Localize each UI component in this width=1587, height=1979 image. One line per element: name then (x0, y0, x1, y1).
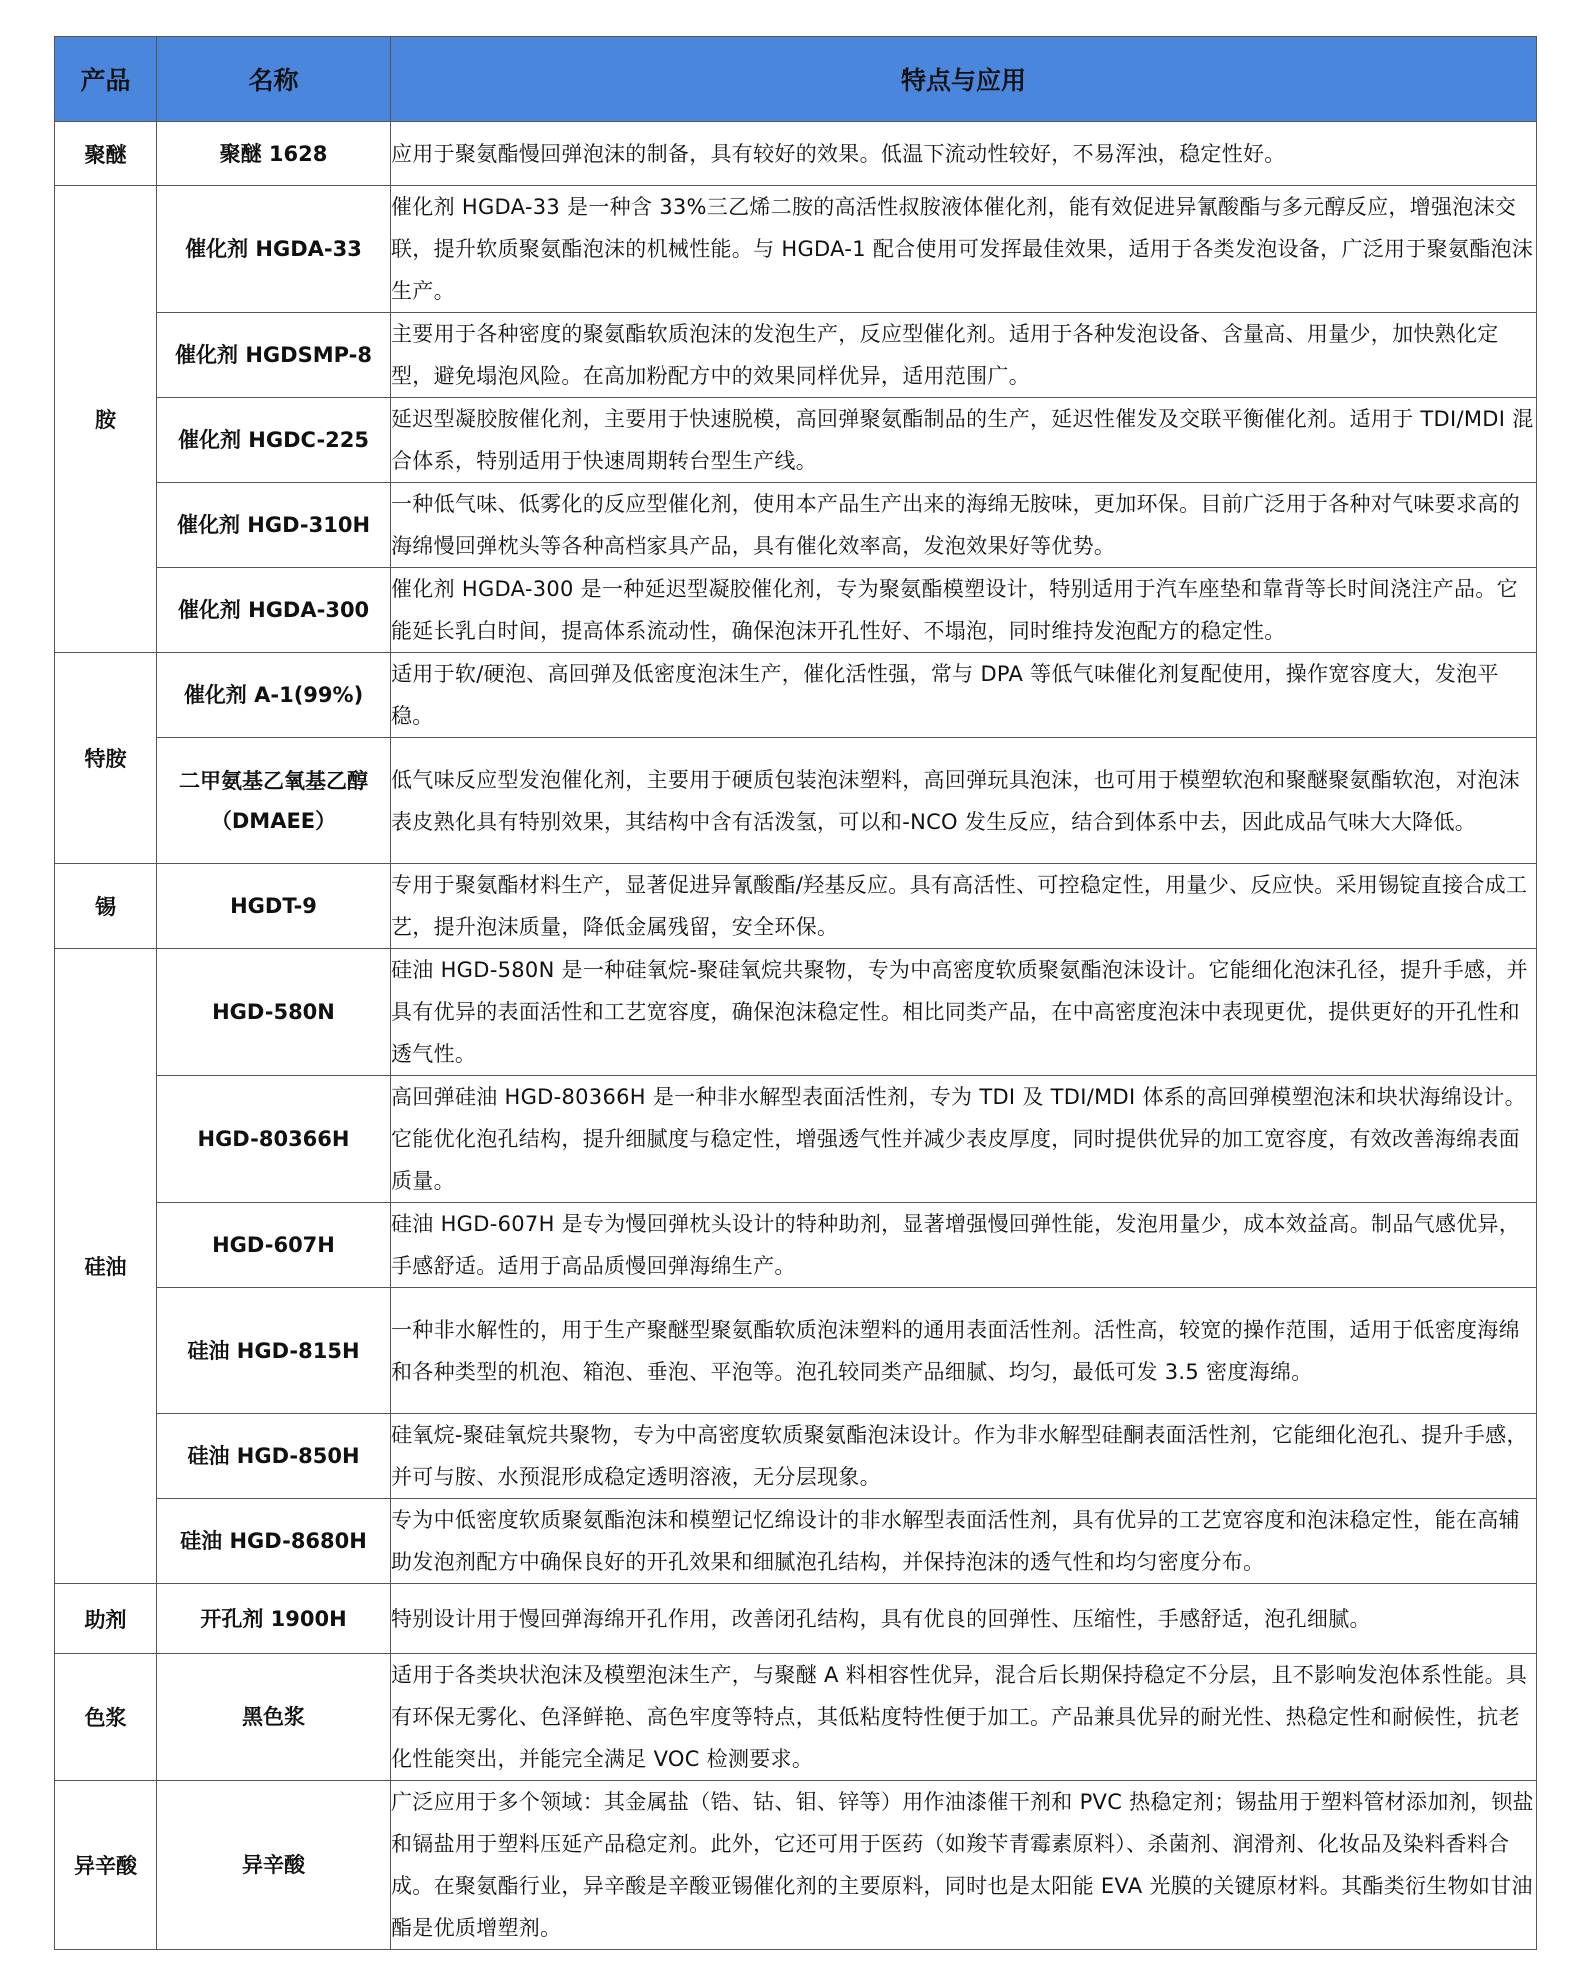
product-name-cell: 催化剂 HGDA-33 (157, 186, 391, 313)
table-row (55, 1076, 1537, 1203)
table-row (55, 738, 1537, 864)
table-row (55, 949, 1537, 1076)
header-name: 名称 (157, 37, 391, 122)
description-cell: 硅氧烷-聚硅氧烷共聚物，专为中高密度软质聚氨酯泡沫设计。作为非水解型硅酮表面活性剂，它能细化泡孔、提升手感，并可与胺、水预混形成稳定透明溶液，无分层现象。 (391, 1414, 1537, 1499)
category-cell: 硅油 (55, 949, 157, 1584)
table-row (55, 1499, 1537, 1584)
description-cell: 催化剂 HGDA-33 是一种含 33%三乙烯二胺的高活性叔胺液体催化剂，能有效促进异氰酸酯与多元醇反应，增强泡沫交联，提升软质聚氨酯泡沫的机械性能。与 HGDA-1 配合使用可发挥最佳效果，适用于各类发泡设备，广泛用于聚氨酯泡沫生产。 (391, 186, 1537, 313)
category-cell: 异辛酸 (55, 1781, 157, 1950)
header-product: 产品 (55, 37, 157, 122)
product-name-cell: HGD-580N (157, 949, 391, 1076)
product-name-cell: 催化剂 A-1(99%) (157, 653, 391, 738)
table-row (55, 186, 1537, 313)
description-cell: 硅油 HGD-580N 是一种硅氧烷-聚硅氧烷共聚物，专为中高密度软质聚氨酯泡沫设计。它能细化泡沫孔径，提升手感，并具有优异的表面活性和工艺宽容度，确保泡沫稳定性。相比同类产品，在中高密度泡沫中表现更优，提供更好的开孔性和透气性。 (391, 949, 1537, 1076)
description-cell: 专用于聚氨酯材料生产，显著促进异氰酸酯/羟基反应。具有高活性、可控稳定性，用量少、反应快。采用锡锭直接合成工艺，提升泡沫质量，降低金属残留，安全环保。 (391, 864, 1537, 949)
product-name-cell: 异辛酸 (157, 1781, 391, 1950)
product-name-cell: 硅油 HGD-850H (157, 1414, 391, 1499)
header-feature: 特点与应用 (391, 37, 1537, 122)
description-cell: 专为中低密度软质聚氨酯泡沫和模塑记忆绵设计的非水解型表面活性剂，具有优异的工艺宽容度和泡沫稳定性，能在高辅助发泡剂配方中确保良好的开孔效果和细腻泡孔结构，并保持泡沫的透气性和均匀密度分布。 (391, 1499, 1537, 1584)
category-cell: 色浆 (55, 1654, 157, 1781)
product-name-cell: HGDT-9 (157, 864, 391, 949)
description-cell: 应用于聚氨酯慢回弹泡沫的制备，具有较好的效果。低温下流动性较好，不易浑浊，稳定性好。 (391, 122, 1537, 186)
product-name-cell: 硅油 HGD-815H (157, 1288, 391, 1414)
table-row (55, 653, 1537, 738)
product-name-cell: 黑色浆 (157, 1654, 391, 1781)
description-cell: 延迟型凝胶胺催化剂，主要用于快速脱模，高回弹聚氨酯制品的生产，延迟性催发及交联平衡催化剂。适用于 TDI/MDI 混合体系，特别适用于快速周期转台型生产线。 (391, 398, 1537, 483)
table-row (55, 1654, 1537, 1781)
product-name-cell: HGD-80366H (157, 1076, 391, 1203)
product-name-cell: HGD-607H (157, 1203, 391, 1288)
category-cell: 锡 (55, 864, 157, 949)
description-cell: 低气味反应型发泡催化剂，主要用于硬质包装泡沫塑料，高回弹玩具泡沫，也可用于模塑软泡和聚醚聚氨酯软泡，对泡沫表皮熟化具有特别效果，其结构中含有活泼氢，可以和-NCO 发生反应，结合到体系中去，因此成品气味大大降低。 (391, 738, 1537, 864)
description-cell: 硅油 HGD-607H 是专为慢回弹枕头设计的特种助剂，显著增强慢回弹性能，发泡用量少，成本效益高。制品气感优异，手感舒适。适用于高品质慢回弹海绵生产。 (391, 1203, 1537, 1288)
table-row (55, 1781, 1537, 1950)
category-cell: 胺 (55, 186, 157, 653)
product-name-cell: 催化剂 HGDA-300 (157, 568, 391, 653)
description-cell: 特别设计用于慢回弹海绵开孔作用，改善闭孔结构，具有优良的回弹性、压缩性，手感舒适，泡孔细腻。 (391, 1584, 1537, 1654)
description-cell: 高回弹硅油 HGD-80366H 是一种非水解型表面活性剂，专为 TDI 及 TDI/MDI 体系的高回弹模塑泡沫和块状海绵设计。它能优化泡孔结构，提升细腻度与稳定性，增强透气性并减少表皮厚度，同时提供优异的加工宽容度，有效改善海绵表面质量。 (391, 1076, 1537, 1203)
product-name-cell: 开孔剂 1900H (157, 1584, 391, 1654)
table-row (55, 864, 1537, 949)
description-cell: 适用于软/硬泡、高回弹及低密度泡沫生产，催化活性强，常与 DPA 等低气味催化剂复配使用，操作宽容度大，发泡平稳。 (391, 653, 1537, 738)
table-row (55, 398, 1537, 483)
table-row (55, 1414, 1537, 1499)
description-cell: 主要用于各种密度的聚氨酯软质泡沫的发泡生产，反应型催化剂。适用于各种发泡设备、含量高、用量少，加快熟化定型，避免塌泡风险。在高加粉配方中的效果同样优异，适用范围广。 (391, 313, 1537, 398)
description-cell: 一种低气味、低雾化的反应型催化剂，使用本产品生产出来的海绵无胺味，更加环保。目前广泛用于各种对气味要求高的海绵慢回弹枕头等各种高档家具产品，具有催化效率高，发泡效果好等优势。 (391, 483, 1537, 568)
product-name-cell: 硅油 HGD-8680H (157, 1499, 391, 1584)
table-row (55, 1203, 1537, 1288)
product-name-cell: 二甲氨基乙氧基乙醇（DMAEE） (157, 738, 391, 864)
product-name-cell: 聚醚 1628 (157, 122, 391, 186)
category-cell: 助剂 (55, 1584, 157, 1654)
table-row (55, 483, 1537, 568)
description-cell: 适用于各类块状泡沫及模塑泡沫生产，与聚醚 A 料相容性优异，混合后长期保持稳定不分层，且不影响发泡体系性能。具有环保无雾化、色泽鲜艳、高色牢度等特点，其低粘度特性便于加工。产品兼具优异的耐光性、热稳定性和耐候性，抗老化性能突出，并能完全满足 VOC 检测要求。 (391, 1654, 1537, 1781)
table-row (55, 1584, 1537, 1654)
table-row (55, 568, 1537, 653)
description-cell: 一种非水解性的，用于生产聚醚型聚氨酯软质泡沫塑料的通用表面活性剂。活性高，较宽的操作范围，适用于低密度海绵和各种类型的机泡、箱泡、垂泡、平泡等。泡孔较同类产品细腻、均匀，最低可发 3.5 密度海绵。 (391, 1288, 1537, 1414)
products-table (54, 36, 1537, 1950)
product-name-cell: 催化剂 HGDC-225 (157, 398, 391, 483)
description-cell: 催化剂 HGDA-300 是一种延迟型凝胶催化剂，专为聚氨酯模塑设计，特别适用于汽车座垫和靠背等长时间浇注产品。它能延长乳白时间，提高体系流动性，确保泡沫开孔性好、不塌泡，同时维持发泡配方的稳定性。 (391, 568, 1537, 653)
category-cell: 特胺 (55, 653, 157, 864)
category-cell: 聚醚 (55, 122, 157, 186)
table-row (55, 122, 1537, 186)
product-name-cell: 催化剂 HGD-310H (157, 483, 391, 568)
description-cell: 广泛应用于多个领域：其金属盐（锆、钴、钼、锌等）用作油漆催干剂和 PVC 热稳定剂；锡盐用于塑料管材添加剂，钡盐和镉盐用于塑料压延产品稳定剂。此外，它还可用于医药（如羧苄青霉素原料）、杀菌剂、润滑剂、化妆品及染料香料合成。在聚氨酯行业，异辛酸是辛酸亚锡催化剂的主要原料，同时也是太阳能 EVA 光膜的关键原材料。其酯类衍生物如甘油酯是优质增塑剂。 (391, 1781, 1537, 1950)
header-row (55, 37, 1537, 122)
table-row (55, 313, 1537, 398)
product-name-cell: 催化剂 HGDSMP-8 (157, 313, 391, 398)
table-row (55, 1288, 1537, 1414)
